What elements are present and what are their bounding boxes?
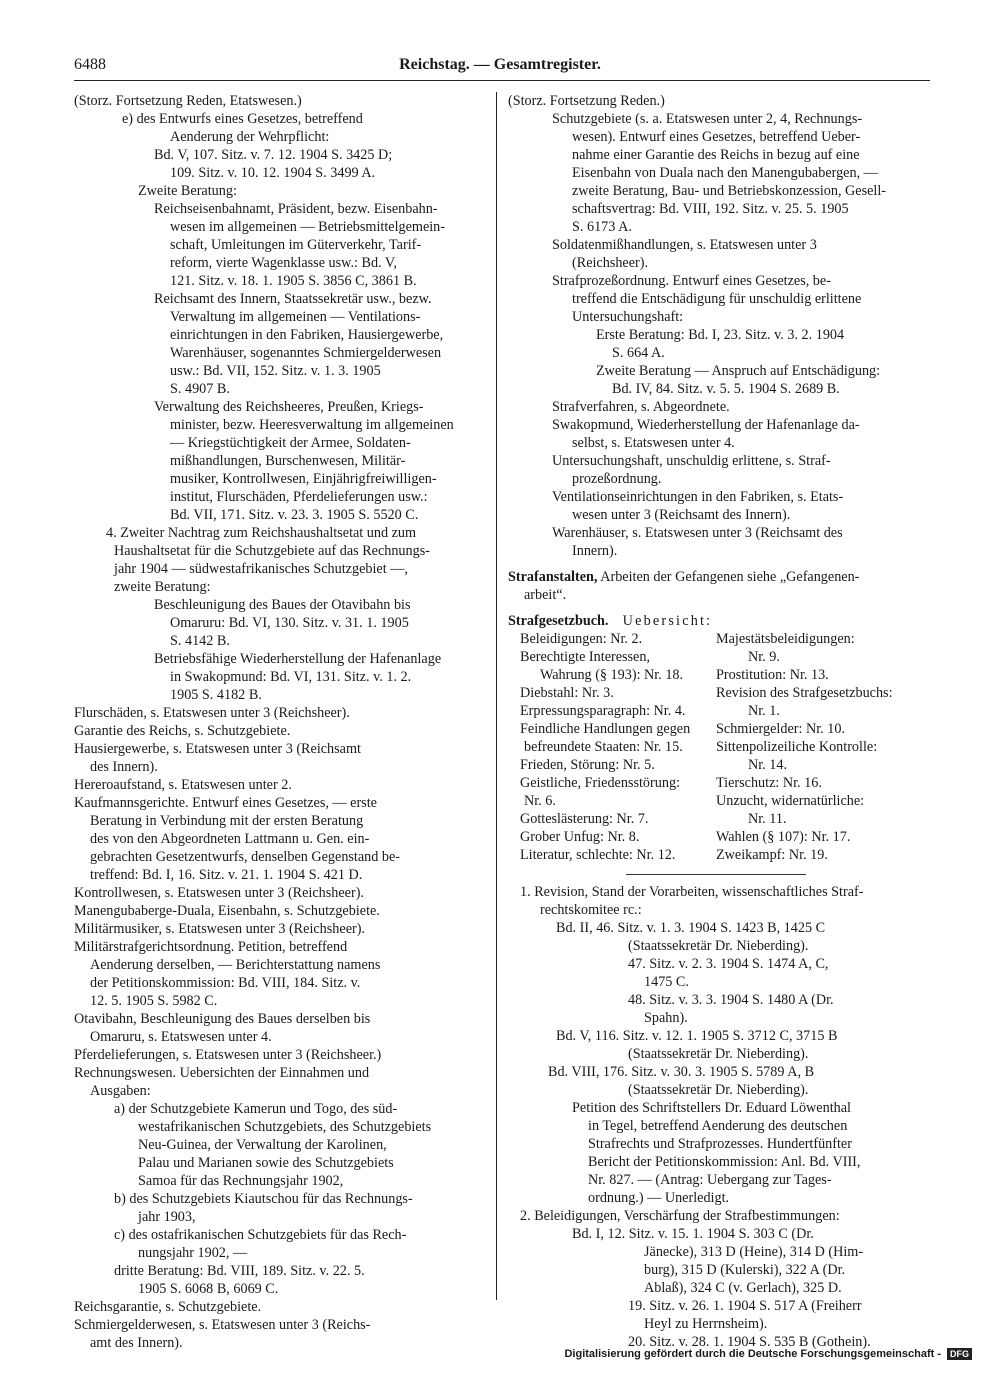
text-line: Hereroaufstand, s. Etatswesen unter 2. <box>74 777 292 793</box>
page-title: Reichstag. — Gesamtregister. <box>399 56 601 73</box>
text-line: Otavibahn, Beschleunigung des Baues derselben bis <box>74 1011 371 1027</box>
header-rule <box>74 80 930 81</box>
left-column <box>74 92 486 1352</box>
text-line: nungsjahr 1902, — <box>138 1245 248 1261</box>
strafgesetzbuch-heading <box>508 612 924 630</box>
text-line: Warenhäuser, s. Etatswesen unter 3 (Reichsamt des <box>552 525 843 541</box>
text-line: dritte Beratung: Bd. VIII, 189. Sitz. v. 22. 5. <box>114 1263 365 1279</box>
text-line: Soldatenmißhandlungen, s. Etatswesen unter 3 <box>552 237 817 253</box>
strafanstalten-line2: arbeit“. <box>524 587 567 603</box>
text-line: des Innern). <box>90 759 158 775</box>
text-line: institut, Flurschäden, Pferdelieferungen usw.: <box>170 489 428 505</box>
text-line: Eisenbahn von Duala nach den Manengubabergen, — <box>572 165 878 181</box>
text-line: Reichseisenbahnamt, Präsident, bezw. Eisenbahn- <box>154 201 438 217</box>
text-line: (Staatssekretär Dr. Nieberding). <box>628 938 809 954</box>
text-line: Erpressungsparagraph: Nr. 4. <box>520 703 686 719</box>
text-line: Bd. V, 116. Sitz. v. 12. 1. 1905 S. 3712 C, 3715 B <box>556 1028 838 1044</box>
right-top-entries <box>508 92 924 560</box>
text-line: Beratung in Verbindung mit der ersten Beratung <box>90 813 364 829</box>
text-line: Militärstrafgerichtsordnung. Petition, betreffend <box>74 939 348 955</box>
text-line: Strafverfahren, s. Abgeordnete. <box>552 399 730 415</box>
strafanstalten-head: Strafanstalten, <box>508 569 598 585</box>
text-line: Erste Beratung: Bd. I, 23. Sitz. v. 3. 2. 1904 <box>596 327 845 343</box>
text-line: Aenderung derselben, — Berichterstattung namens <box>90 957 381 973</box>
text-line: Spahn). <box>644 1010 688 1026</box>
text-line: 109. Sitz. v. 10. 12. 1904 S. 3499 A. <box>170 165 376 181</box>
text-line: (Storz. Fortsetzung Reden.) <box>508 93 665 109</box>
text-line: befreundete Staaten: Nr. 15. <box>524 739 683 755</box>
text-line: Zweite Beratung: <box>138 183 237 199</box>
section-divider <box>626 874 806 875</box>
text-line: wesen). Entwurf eines Gesetzes, betreffend Ueber- <box>572 129 861 145</box>
text-line: 1475 C. <box>644 974 689 990</box>
text-line: 1. Revision, Stand der Vorarbeiten, wissenschaftliches Straf- <box>520 884 864 900</box>
text-line: treffend: Bd. I, 16. Sitz. v. 21. 1. 1904 S. 421 D. <box>90 867 363 883</box>
text-line: Pferdelieferungen, s. Etatswesen unter 3 (Reichsheer.) <box>74 1047 382 1063</box>
overview-label: Uebersicht: <box>622 613 713 629</box>
text-line: Jänecke), 313 D (Heine), 314 D (Him- <box>644 1244 864 1260</box>
text-line: Majestätsbeleidigungen: <box>716 631 855 647</box>
text-line: Untersuchungshaft, unschuldig erlittene, s. Straf- <box>552 453 831 469</box>
text-line: Aenderung der Wehrpflicht: <box>170 129 330 145</box>
text-line: Beleidigungen: Nr. 2. <box>520 631 643 647</box>
text-line: Nr. 827. — (Antrag: Uebergang zur Tages- <box>588 1172 832 1188</box>
text-line: selbst, s. Etatswesen unter 4. <box>572 435 735 451</box>
text-line: Kaufmannsgerichte. Entwurf eines Gesetzes, — erste <box>74 795 377 811</box>
text-line: — Kriegstüchtigkeit der Armee, Soldaten- <box>170 435 411 451</box>
text-line: Reichsgarantie, s. Schutzgebiete. <box>74 1299 262 1315</box>
text-line: zweite Beratung: <box>114 579 211 595</box>
text-line: Frieden, Störung: Nr. 5. <box>520 757 655 773</box>
right-bottom-entries <box>508 883 924 1351</box>
text-line: Garantie des Reichs, s. Schutzgebiete. <box>74 723 291 739</box>
text-line: burg), 315 D (Kulerski), 322 A (Dr. <box>644 1262 846 1278</box>
text-line: wesen im allgemeinen — Betriebsmittelgemein- <box>170 219 446 235</box>
column-divider <box>496 92 497 1300</box>
page-number: 6488 <box>74 56 106 73</box>
text-line: westafrikanischen Schutzgebiets, des Schutzgebiets <box>138 1119 432 1135</box>
text-line: Manengubaberge-Duala, Eisenbahn, s. Schutzgebiete. <box>74 903 380 919</box>
text-line: (Staatssekretär Dr. Nieberding). <box>628 1082 809 1098</box>
text-line: (Reichsheer). <box>572 255 649 271</box>
text-line: 47. Sitz. v. 2. 3. 1904 S. 1474 A, C, <box>628 956 829 972</box>
overview-table <box>508 630 924 864</box>
text-line: Wahrung (§ 193): Nr. 18. <box>540 667 684 683</box>
text-line: 20. Sitz. v. 28. 1. 1904 S. 535 B (Gothein). <box>628 1334 871 1350</box>
text-line: Verwaltung des Reichsheeres, Preußen, Kriegs- <box>154 399 424 415</box>
text-line: treffend die Entschädigung für unschuldig erlittene <box>572 291 862 307</box>
text-line: Revision des Strafgesetzbuchs: <box>716 685 893 701</box>
text-line: Zweikampf: Nr. 19. <box>716 847 828 863</box>
text-line: Innern). <box>572 543 618 559</box>
text-line: Unzucht, widernatürliche: <box>716 793 865 809</box>
text-line: Warenhäuser, sogenanntes Schmiergelderwesen <box>170 345 442 361</box>
right-column <box>508 92 924 1351</box>
text-line: jahr 1904 — südwestafrikanisches Schutzgebiet —, <box>114 561 408 577</box>
text-line: amt des Innern). <box>90 1335 183 1351</box>
text-line: Neu-Guinea, der Verwaltung der Karolinen, <box>138 1137 387 1153</box>
text-line: wesen unter 3 (Reichsamt des Innern). <box>572 507 791 523</box>
text-line: Omaruru: Bd. VI, 130. Sitz. v. 31. 1. 1905 <box>170 615 409 631</box>
text-line: Rechnungswesen. Uebersichten der Einnahmen und <box>74 1065 370 1081</box>
text-line: der Petitionskommission: Bd. VIII, 184. Sitz. v. <box>90 975 361 991</box>
text-line: Strafrechts und Strafprozesses. Hundertfünfter <box>588 1136 852 1152</box>
footer-text: Digitalisierung gefördert durch die Deutsche Forschungsgemeinschaft - <box>564 1348 941 1360</box>
text-line: 12. 5. 1905 S. 5982 C. <box>90 993 218 1009</box>
text-line: reform, vierte Wagenklasse usw.: Bd. V, <box>170 255 397 271</box>
text-line: Diebstahl: Nr. 3. <box>520 685 614 701</box>
text-line: Swakopmund, Wiederherstellung der Hafenanlage da- <box>552 417 860 433</box>
text-line: Sittenpolizeiliche Kontrolle: <box>716 739 878 755</box>
text-line: e) des Entwurfs eines Gesetzes, betreffend <box>122 111 363 127</box>
text-line: jahr 1903, <box>138 1209 196 1225</box>
text-line: musiker, Kontrollwesen, Einjährigfreiwilligen- <box>170 471 437 487</box>
text-line: schaft, Umleitungen im Güterverkehr, Tarif- <box>170 237 422 253</box>
text-line: Untersuchungshaft: <box>572 309 684 325</box>
text-line: Schutzgebiete (s. a. Etatswesen unter 2, 4, Rechnungs- <box>552 111 863 127</box>
text-line: Schmiergelder: Nr. 10. <box>716 721 845 737</box>
text-line: Palau und Marianen sowie des Schutzgebiets <box>138 1155 394 1171</box>
text-line: Bericht der Petitionskommission: Anl. Bd. VIII, <box>588 1154 861 1170</box>
overview-left-column <box>508 630 716 864</box>
text-line: Geistliche, Friedensstörung: <box>520 775 680 791</box>
text-line: Samoa für das Rechnungsjahr 1902, <box>138 1173 344 1189</box>
text-line: Ausgaben: <box>90 1083 151 1099</box>
text-line: c) des ostafrikanischen Schutzgebiets für das Rech- <box>114 1227 407 1243</box>
text-line: Nr. 14. <box>748 757 788 773</box>
page-header <box>0 50 1000 84</box>
text-line: S. 6173 A. <box>572 219 632 235</box>
text-line: Bd. VIII, 176. Sitz. v. 30. 3. 1905 S. 5789 A, B <box>548 1064 815 1080</box>
text-line: usw.: Bd. VII, 152. Sitz. v. 1. 3. 1905 <box>170 363 381 379</box>
dfg-logo: DFG <box>947 1348 972 1360</box>
text-line: Petition des Schriftstellers Dr. Eduard Löwenthal <box>572 1100 851 1116</box>
text-line: zweite Beratung, Bau- und Betriebskonzession, Gesell- <box>572 183 887 199</box>
text-line: Nr. 11. <box>748 811 787 827</box>
text-line: 19. Sitz. v. 26. 1. 1904 S. 517 A (Freiherr <box>628 1298 862 1314</box>
text-line: Verwaltung im allgemeinen — Ventilations- <box>170 309 421 325</box>
text-line: 1905 S. 4182 B. <box>170 687 262 703</box>
overview-right-column <box>716 630 924 864</box>
text-line: Omaruru, s. Etatswesen unter 4. <box>90 1029 272 1045</box>
text-line: S. 4907 B. <box>170 381 230 397</box>
text-line: Grober Unfug: Nr. 8. <box>520 829 640 845</box>
text-line: Flurschäden, s. Etatswesen unter 3 (Reichsheer). <box>74 705 350 721</box>
text-line: Nr. 6. <box>524 793 556 809</box>
text-line: Haushaltsetat für die Schutzgebiete auf das Rechnungs- <box>114 543 430 559</box>
text-line: in Swakopmund: Bd. VI, 131. Sitz. v. 1. 2. <box>170 669 412 685</box>
text-line: Feindliche Handlungen gegen <box>520 721 691 737</box>
text-line: Bd. IV, 84. Sitz. v. 5. 5. 1904 S. 2689 B. <box>612 381 840 397</box>
text-line: Ventilationseinrichtungen in den Fabriken, s. Etats- <box>552 489 844 505</box>
text-line: Ablaß), 324 C (v. Gerlach), 325 D. <box>644 1280 842 1296</box>
text-line: Betriebsfähige Wiederherstellung der Hafenanlage <box>154 651 442 667</box>
text-line: des von den Abgeordneten Lattmann u. Gen. ein- <box>90 831 370 847</box>
text-line: einrichtungen in den Fabriken, Hausiergewerbe, <box>170 327 444 343</box>
text-line: Bd. II, 46. Sitz. v. 1. 3. 1904 S. 1423 B, 1425 C <box>556 920 826 936</box>
text-line: a) der Schutzgebiete Kamerun und Togo, des süd- <box>114 1101 398 1117</box>
text-line: S. 664 A. <box>612 345 665 361</box>
text-line: Bd. I, 12. Sitz. v. 15. 1. 1904 S. 303 C (Dr. <box>572 1226 814 1242</box>
text-line: mißhandlungen, Burschenwesen, Militär- <box>170 453 406 469</box>
text-line: Reichsamt des Innern, Staatssekretär usw., bezw. <box>154 291 432 307</box>
text-line: rechtskomitee rc.: <box>540 902 642 918</box>
text-line: in Tegel, betreffend Aenderung des deutschen <box>588 1118 848 1134</box>
text-line: 48. Sitz. v. 3. 3. 1904 S. 1480 A (Dr. <box>628 992 834 1008</box>
text-line: schaftsvertrag: Bd. VIII, 192. Sitz. v. 25. 5. 1905 <box>572 201 849 217</box>
text-line: b) des Schutzgebiets Kiautschou für das Rechnungs- <box>114 1191 413 1207</box>
text-line: Militärmusiker, s. Etatswesen unter 3 (Reichsheer). <box>74 921 365 937</box>
text-line: Kontrollwesen, s. Etatswesen unter 3 (Reichsheer). <box>74 885 364 901</box>
text-line: 121. Sitz. v. 18. 1. 1905 S. 3856 C, 3861 B. <box>170 273 417 289</box>
text-line: prozeßordnung. <box>572 471 662 487</box>
text-line: Tierschutz: Nr. 16. <box>716 775 822 791</box>
text-line: Hausiergewerbe, s. Etatswesen unter 3 (Reichsamt <box>74 741 361 757</box>
text-line: Heyl zu Herrnsheim). <box>644 1316 768 1332</box>
text-line: ordnung.) — Unerledigt. <box>588 1190 730 1206</box>
text-line: 2. Beleidigungen, Verschärfung der Strafbestimmungen: <box>520 1208 840 1224</box>
text-line: Nr. 9. <box>748 649 780 665</box>
text-line: Zweite Beratung — Anspruch auf Entschädigung: <box>596 363 881 379</box>
text-line: nahme einer Garantie des Reichs in bezug auf eine <box>572 147 860 163</box>
text-line: Beschleunigung des Baues der Otavibahn bis <box>154 597 411 613</box>
footer-credit <box>564 1348 972 1360</box>
text-line: Strafprozeßordnung. Entwurf eines Gesetzes, be- <box>552 273 831 289</box>
text-line: 4. Zweiter Nachtrag zum Reichshaushaltsetat und zum <box>106 525 417 541</box>
text-line: Literatur, schlechte: Nr. 12. <box>520 847 676 863</box>
text-line: S. 4142 B. <box>170 633 230 649</box>
text-line: Schmiergelderwesen, s. Etatswesen unter 3 (Reichs- <box>74 1317 371 1333</box>
text-line: Prostitution: Nr. 13. <box>716 667 829 683</box>
text-line: (Staatssekretär Dr. Nieberding). <box>628 1046 809 1062</box>
strafanstalten-text: Arbeiten der Gefangenen siehe „Gefangenen- <box>597 569 860 585</box>
text-line: 1905 S. 6068 B, 6069 C. <box>138 1281 279 1297</box>
text-line: Bd. V, 107. Sitz. v. 7. 12. 1904 S. 3425 D; <box>154 147 393 163</box>
text-line: (Storz. Fortsetzung Reden, Etatswesen.) <box>74 93 302 109</box>
text-line: Wahlen (§ 107): Nr. 17. <box>716 829 851 845</box>
text-line: Gotteslästerung: Nr. 7. <box>520 811 649 827</box>
text-line: minister, bezw. Heeresverwaltung im allgemeinen <box>170 417 454 433</box>
text-line: Bd. VII, 171. Sitz. v. 23. 3. 1905 S. 5520 C. <box>170 507 419 523</box>
text-line: Berechtigte Interessen, <box>520 649 650 665</box>
text-line: gebrachten Gesetzentwurfs, denselben Gegenstand be- <box>90 849 401 865</box>
strafanstalten-entry <box>508 568 924 586</box>
text-line: Nr. 1. <box>748 703 780 719</box>
strafgesetzbuch-head: Strafgesetzbuch. <box>508 613 609 629</box>
